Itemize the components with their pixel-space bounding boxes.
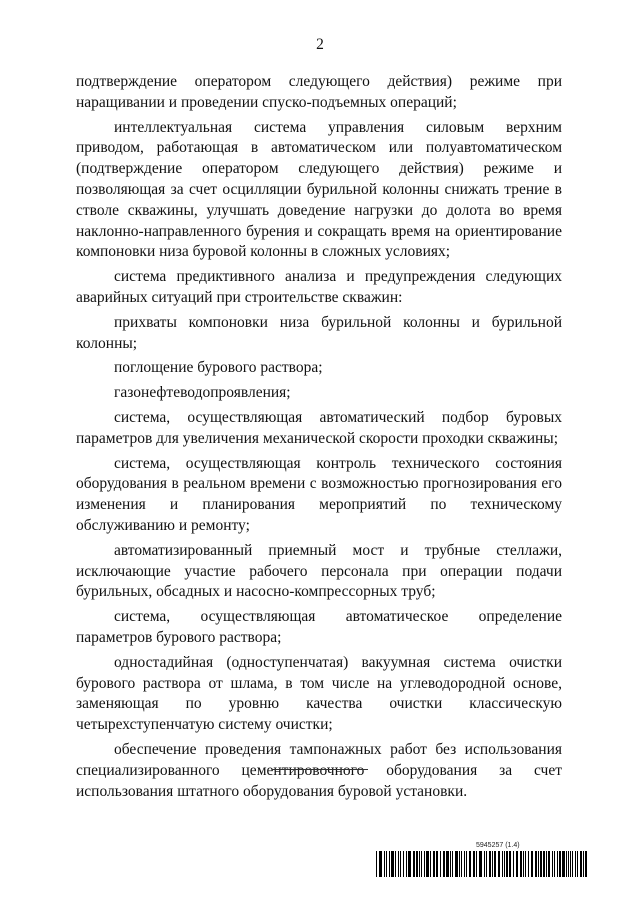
paragraph: автоматизированный приемный мост и трубные стеллажи, исключающие участие рабочего персонала при операции подачи бурильных, обсадных и насосно-компрессорных труб; (76, 541, 562, 601)
barcode (376, 851, 588, 877)
page-number: 2 (316, 36, 324, 53)
paragraph: система, осуществляющая автоматический подбор буровых параметров для увеличения механической скорости проходки скважины; (76, 408, 562, 447)
paragraph: обеспечение проведения тампонажных работ без использования специализированного цементировочного оборудования за счет использования штатного оборудования буровой установки. (76, 740, 562, 800)
paragraph: прихваты компоновки низа бурильной колонны и бурильной колонны; (76, 313, 562, 352)
barcode-graphic (376, 851, 588, 877)
paragraph: система, осуществляющая контроль технического состояния оборудования в реальном времени с возможностью прогнозирования его изменения и планирования мероприятий по техническому обслуживанию и ремонту; (76, 454, 562, 534)
document-code: 5945257 (1.4) (476, 842, 520, 849)
paragraph: подтверждение оператором следующего действия) режиме при наращивании и проведении спуско-подъемных операций; (76, 73, 562, 111)
paragraph: газонефтеводопроявления; (114, 384, 291, 402)
paragraph: поглощение бурового раствора; (114, 359, 323, 377)
document-body (76, 72, 562, 806)
paragraph: интеллектуальная система управления силовым верхним приводом, работающая в автоматическом или полуавтоматическом (подтверждение оператором следующего действия) режиме и позволяющая за счет осцилляции бурильной колонны снижать трение в стволе скважины, улучшать доведение нагрузки до долота во время наклонно-направленного бурения и сокращать время на ориентирование компоновки низа буровой колонны в сложных условиях; (76, 118, 562, 261)
paragraph: система, осуществляющая автоматическое определение параметров бурового раствора; (76, 608, 562, 646)
end-of-text-rule (272, 769, 368, 770)
paragraph: система предиктивного анализа и предупреждения следующих аварийных ситуаций при строительстве скважин: (76, 268, 562, 306)
paragraph: одностадийная (одноступенчатая) вакуумная система очистки бурового раствора от шлама, в том числе на углеводородной основе, заменяющая по уровню качества очистки классическую четырехступенчатую систему очистки; (76, 653, 562, 734)
